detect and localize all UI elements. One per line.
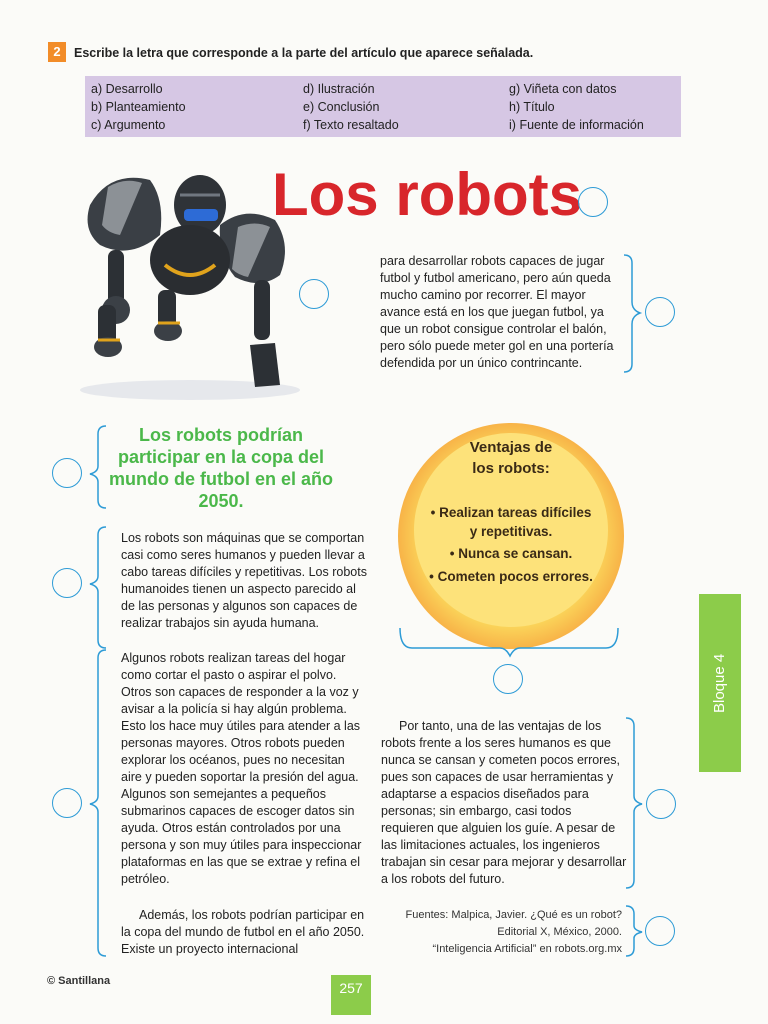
answer-circle-vineta[interactable] — [493, 664, 523, 694]
answer-circle-development[interactable] — [52, 788, 82, 818]
answer-circle-top-paragraph[interactable] — [645, 297, 675, 327]
option-d: d) Ilustración — [303, 82, 375, 96]
option-f: f) Texto resaltado — [303, 118, 399, 132]
answer-circle-intro[interactable] — [52, 568, 82, 598]
intro-paragraph: Los robots son máquinas que se comportan casi como seres humanos y pueden llevar a cabo tareas difíciles y repetitivas. Los robots humanoides tienen un aspecto parecido al de las personas y algunos son capaces de realizar trabajos sin ayuda humana. — [121, 531, 367, 630]
development-paragraph: Algunos robots realizan tareas del hogar como cortar el pasto o aspirar el polvo. Otros son capaces de responder a la voz y avisar a la policía si hay algún problema. Esto los hace muy útiles para atender a las personas mayores. Otros robots pueden explorar los océanos, pues no necesitan aire y pueden soportar la presión del agua. Algunos son semejantes a pequeños submarinos capaces de escoger datos sin ayuda. Otros están controlados por una persona y son muy útiles para inspeccionar plataformas en las que se extrae y refina el petróleo. — [121, 651, 362, 886]
exercise-number-badge: 2 — [48, 42, 66, 62]
answer-circle-sources[interactable] — [645, 916, 675, 946]
option-i: i) Fuente de información — [509, 118, 644, 132]
option-a: a) Desarrollo — [91, 82, 163, 96]
conclusion-paragraph: Por tanto, una de las ventajas de los robots frente a los seres humanos es que nunca se cansan y cometen pocos errores, pues son capaces de usar herramientas y adaptarse a espacios diseñados para personas; sin embargo, casi todos requieren que alguien los guíe. A pesar de las limitaciones actuales, los ingenieros trabajan sin cesar para mejorar y desarrollar a los robots del futuro. — [381, 719, 627, 886]
answer-circle-illustration[interactable] — [299, 279, 329, 309]
option-e: e) Conclusión — [303, 100, 380, 114]
answer-circle-title[interactable] — [578, 187, 608, 217]
answer-circle-conclusion[interactable] — [646, 789, 676, 819]
vineta-item-1b: y repetitivas. — [469, 524, 553, 539]
article-title: Los robots — [272, 161, 582, 228]
option-h: h) Título — [509, 100, 555, 114]
option-g: g) Viñeta con datos — [509, 82, 617, 96]
continuation-paragraph: Además, los robots podrían participar en la copa del mundo de futbol en el año 2050. Existe un proyecto internacional — [121, 908, 365, 956]
answer-circle-highlight[interactable] — [52, 458, 82, 488]
source-line-3: “Inteligencia Artificial” en robots.org.mx — [432, 943, 622, 955]
highlighted-text: Los robots podrían participar en la copa del mundo de futbol en el año 2050. — [109, 425, 333, 511]
vineta-item-1: • Realizan tareas difíciles — [430, 505, 592, 520]
page-number: 257 — [331, 975, 371, 1015]
source-line-2: Editorial X, México, 2000. — [497, 926, 622, 938]
option-b: b) Planteamiento — [91, 100, 186, 114]
vineta-item-2: • Nunca se cansan. — [449, 546, 573, 561]
vineta-title: Ventajas de los robots: — [469, 439, 553, 477]
block-tab — [699, 594, 741, 772]
vineta-item-3: • Cometen pocos errores. — [429, 569, 593, 584]
exercise-instruction: Escribe la letra que corresponde a la parte del artículo que aparece señalada. — [74, 46, 534, 60]
source-line-1: Fuentes: Malpica, Javier. ¿Qué es un robot? — [405, 909, 622, 921]
top-right-paragraph: para desarrollar robots capaces de jugar futbol y futbol americano, pero aún queda mucho camino por recorrer. El mayor avance está en los que juegan futbol, ya que un robot consigue controlar el balón, pero sólo puede meter gol en una portería defendida por un único contrincante. — [380, 254, 614, 370]
publisher-footer: © Santillana — [47, 975, 111, 987]
option-c: c) Argumento — [91, 118, 166, 132]
block-tab-label: Bloque 4 — [711, 653, 728, 713]
